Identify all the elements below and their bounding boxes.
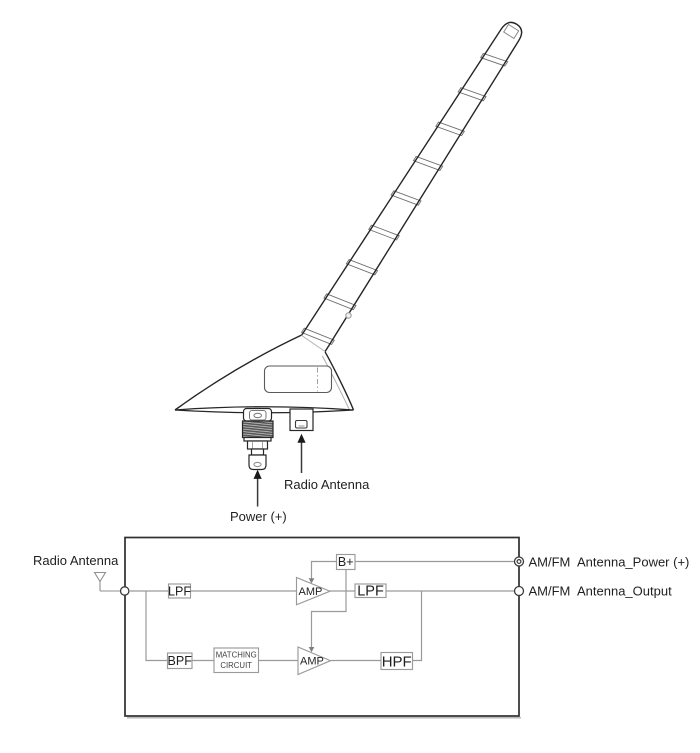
wires — [129, 562, 515, 661]
arrow-up-icon — [297, 434, 305, 443]
thread-section — [243, 421, 274, 438]
power-terminal-name: Antenna_Power (+) — [577, 554, 690, 570]
input-node — [121, 587, 129, 595]
matching-label-line2: CIRCUIT — [220, 661, 253, 670]
arrow-up-icon — [254, 470, 262, 479]
figure-power-label: Power (+) — [230, 509, 287, 524]
amp1-label: AMP — [298, 586, 323, 598]
hpf-label: HPF — [381, 653, 412, 671]
lpf2-label: LPF — [357, 583, 384, 600]
power-callout — [230, 470, 287, 524]
matching-label-line1: MATCHING — [215, 650, 257, 660]
power-terminal-inner — [517, 560, 521, 564]
module-outline — [125, 538, 519, 717]
circuit-block-diagram — [33, 538, 689, 718]
rod-button-detail — [346, 313, 351, 318]
antenna-rod — [295, 16, 530, 359]
radio-antenna-connector — [290, 409, 313, 431]
figure-radio-antenna-label: Radio Antenna — [284, 477, 370, 492]
output-terminal-name: Antenna_Output — [577, 583, 672, 599]
output-terminal-prefix: AM/FM — [528, 583, 571, 599]
antenna-figure — [175, 16, 530, 524]
blocks — [168, 555, 413, 673]
lpf1-label: LPF — [168, 584, 191, 599]
power-terminal-prefix: AM/FM — [528, 554, 571, 570]
fin-window — [265, 366, 332, 393]
amplifiers — [297, 578, 331, 675]
bpf-label: BPF — [167, 654, 192, 668]
bplus-label: B+ — [337, 555, 354, 569]
power-connector — [243, 409, 274, 470]
output-terminal — [515, 587, 524, 596]
antenna-symbol-icon — [95, 573, 121, 592]
circuit-input-label: Radio Antenna — [33, 553, 119, 568]
radio-antenna-callout — [284, 434, 370, 492]
amp2-label: AMP — [300, 655, 324, 668]
terminals — [515, 554, 690, 598]
